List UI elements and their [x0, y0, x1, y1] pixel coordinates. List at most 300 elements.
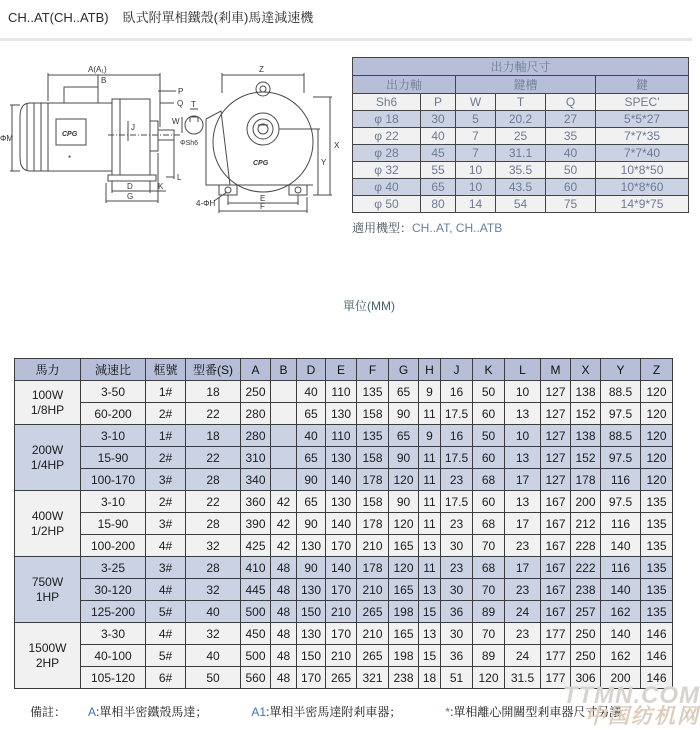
cell: 158	[357, 491, 389, 513]
cell: 40-100	[81, 645, 146, 667]
power-watts: 100W	[31, 387, 64, 402]
header-cell: 減速比	[81, 359, 146, 381]
cell: 360	[241, 491, 271, 513]
cell: 105-120	[81, 667, 146, 689]
cell: 10*8*60	[596, 179, 689, 196]
cell: 11	[419, 557, 441, 579]
cell: 250	[571, 645, 601, 667]
cell: 30	[441, 579, 473, 601]
cell: 11	[419, 447, 441, 469]
cell: 65	[297, 491, 326, 513]
applicable-models	[352, 219, 502, 236]
cell: 36	[441, 601, 473, 623]
cell: 3-10	[81, 491, 146, 513]
cpg-logo-side: CPG	[62, 131, 78, 138]
shaft-table-row	[353, 196, 689, 213]
cell: 140	[601, 579, 641, 601]
dim-label-y: Y	[321, 158, 327, 167]
cell: 167	[541, 601, 571, 623]
cell: 120	[389, 469, 419, 491]
dim-table-row	[15, 667, 673, 689]
cell: 40	[186, 601, 241, 623]
page-title	[8, 7, 313, 26]
watermark-line2: 中国纺机网	[585, 704, 700, 728]
cell: 306	[571, 667, 601, 689]
dim-table-row	[15, 601, 673, 623]
cell: 90	[297, 513, 326, 535]
header-cell: 出力軸	[353, 76, 456, 94]
cell: 10	[456, 162, 496, 179]
cell: 45	[421, 145, 456, 162]
cell: 31.1	[496, 145, 546, 162]
power-watts: 400W	[31, 508, 64, 523]
dim-label-w: W	[172, 117, 180, 126]
cell: 135	[641, 535, 673, 557]
cell: 17.5	[441, 403, 473, 425]
cell: 35	[546, 128, 596, 145]
cell: 90	[389, 491, 419, 513]
header-cell: W	[456, 94, 496, 111]
cell: 15-90	[81, 447, 146, 469]
header-cell: K	[473, 359, 505, 381]
cell	[271, 403, 297, 425]
cell: 17	[505, 557, 541, 579]
motor-drawing-svg	[0, 45, 350, 220]
cell: 3#	[146, 513, 186, 535]
divider-rule	[0, 38, 692, 41]
cell: 9	[419, 381, 441, 403]
cell: 222	[571, 557, 601, 579]
cell: 30-120	[81, 579, 146, 601]
applicable-models-value: CH..AT, CH..ATB	[412, 221, 503, 235]
cell: 14*9*75	[596, 196, 689, 213]
cell: 43.5	[496, 179, 546, 196]
dim-label-t: T	[191, 100, 196, 109]
cell: 5#	[146, 645, 186, 667]
cell: 32	[186, 535, 241, 557]
cell: 97.5	[601, 491, 641, 513]
power-hp: 1HP	[35, 589, 60, 604]
cell: 560	[241, 667, 271, 689]
cell: 40	[421, 128, 456, 145]
header-cell: X	[571, 359, 601, 381]
dim-label-d: D	[127, 182, 133, 191]
cell: 6#	[146, 667, 186, 689]
cell: 24	[505, 645, 541, 667]
cell: 310	[241, 447, 271, 469]
cell: 35.5	[496, 162, 546, 179]
cell: 3-30	[81, 623, 146, 645]
cell: 120	[641, 469, 673, 491]
cell: 17	[505, 469, 541, 491]
cell: 135	[641, 491, 673, 513]
cell: 167	[541, 579, 571, 601]
cell: 42	[271, 491, 297, 513]
gearbox-front-face	[213, 92, 313, 192]
cell: 120	[389, 557, 419, 579]
power-hp: 1/4HP	[30, 457, 65, 472]
cell	[271, 381, 297, 403]
motor-body	[48, 103, 112, 171]
cell: 65	[389, 381, 419, 403]
cell: 22	[186, 491, 241, 513]
cell: 11	[419, 469, 441, 491]
cell: 17.5	[441, 447, 473, 469]
cell: 170	[326, 623, 357, 645]
header-cell: F	[357, 359, 389, 381]
header-cell: B	[271, 359, 297, 381]
cell: 130	[326, 403, 357, 425]
cell: 65	[297, 447, 326, 469]
cell: 140	[326, 557, 357, 579]
cell: 70	[473, 623, 505, 645]
cell: 4#	[146, 623, 186, 645]
cell: 48	[271, 623, 297, 645]
cell: 42	[271, 513, 297, 535]
cell: 210	[357, 535, 389, 557]
cell: 90	[297, 557, 326, 579]
cell: 3#	[146, 469, 186, 491]
shaft-spec-label: ΦSh6	[180, 140, 199, 147]
cell: 5#	[146, 601, 186, 623]
cell: 120	[641, 381, 673, 403]
watermark-line1: TTMN.COM	[562, 681, 700, 709]
cell: 65	[421, 179, 456, 196]
dim-table-row	[15, 469, 673, 491]
dim-table-row	[15, 557, 673, 579]
cell: 116	[601, 469, 641, 491]
cell: 177	[541, 667, 571, 689]
cell: 3-25	[81, 557, 146, 579]
cell: 30	[421, 111, 456, 128]
cell: 97.5	[601, 403, 641, 425]
gusset-fin	[206, 111, 230, 185]
gearbox-side	[112, 99, 150, 175]
shaft-table-column-row	[353, 94, 689, 111]
cell: 18	[186, 425, 241, 447]
cell: 60-200	[81, 403, 146, 425]
cell: 135	[357, 425, 389, 447]
header-cell: M	[541, 359, 571, 381]
power-hp: 1/8HP	[30, 402, 65, 417]
cell: 23	[441, 557, 473, 579]
footnote	[30, 703, 665, 720]
cell: 170	[297, 667, 326, 689]
cell: 60	[473, 491, 505, 513]
cell: 177	[541, 645, 571, 667]
cell: 7*7*35	[596, 128, 689, 145]
cell: 60	[546, 179, 596, 196]
cell: 7	[456, 128, 496, 145]
dim-table-row	[15, 645, 673, 667]
cell: 16	[441, 425, 473, 447]
cell: 210	[357, 579, 389, 601]
cell: 28	[186, 513, 241, 535]
cell: 27	[546, 111, 596, 128]
cell: 135	[641, 557, 673, 579]
header-cell: G	[389, 359, 419, 381]
cell: 18	[186, 381, 241, 403]
page-title-text: 臥式附單相鐵殼(剎車)馬達減速機	[122, 10, 314, 25]
applicable-models-label: 適用機型：	[352, 221, 413, 235]
cell: 178	[357, 557, 389, 579]
dim-label-p: P	[178, 87, 184, 96]
cell: 40	[546, 145, 596, 162]
cell: 146	[641, 623, 673, 645]
cell: 42	[271, 535, 297, 557]
cell: 32	[186, 579, 241, 601]
dim-table-row	[15, 447, 673, 469]
cell: 90	[389, 403, 419, 425]
dim-label-f: F	[260, 202, 265, 211]
cell: 75	[546, 196, 596, 213]
cell: 165	[389, 535, 419, 557]
cell: 116	[601, 557, 641, 579]
model-code: CH..AT(CH..ATB)	[8, 10, 109, 25]
cell: 80	[421, 196, 456, 213]
cell: 135	[641, 513, 673, 535]
header-cell: T	[496, 94, 546, 111]
cell: 130	[326, 491, 357, 513]
cell: 14	[456, 196, 496, 213]
dim-table-row	[15, 623, 673, 645]
cell: 48	[271, 579, 297, 601]
cell: 162	[601, 645, 641, 667]
cell: 135	[357, 381, 389, 403]
cell: 28	[186, 557, 241, 579]
power-watts: 1500W	[28, 640, 67, 655]
cell: 22	[186, 447, 241, 469]
cell: 212	[571, 513, 601, 535]
cell: 65	[297, 403, 326, 425]
cell: 48	[271, 557, 297, 579]
dim-label-m: ΦM	[0, 134, 14, 143]
shaft-table-title-row	[353, 58, 689, 76]
cell: 280	[241, 403, 271, 425]
cell: 140	[326, 513, 357, 535]
cell: 162	[601, 601, 641, 623]
cell: 500	[241, 645, 271, 667]
mounting-foot-side	[108, 175, 156, 181]
cell: 60	[473, 403, 505, 425]
cell: 265	[357, 601, 389, 623]
cell: 40	[297, 425, 326, 447]
cell: 140	[326, 469, 357, 491]
cell: 13	[505, 491, 541, 513]
cell: 210	[326, 645, 357, 667]
cell: 120	[641, 425, 673, 447]
cell: 70	[473, 579, 505, 601]
cell: 130	[297, 623, 326, 645]
shaft-table-row	[353, 145, 689, 162]
cell: 152	[571, 447, 601, 469]
header-cell: 型番(S)	[186, 359, 241, 381]
cell: 9	[419, 425, 441, 447]
cell: 7*7*40	[596, 145, 689, 162]
cell: 89	[473, 645, 505, 667]
header-cell: Sh6	[353, 94, 421, 111]
cell: 68	[473, 557, 505, 579]
unit-note: 單位(MM)	[343, 299, 395, 313]
footnote-part-star: *:單相離心開關型剎車器尺寸另議	[445, 705, 622, 719]
cell: 2#	[146, 403, 186, 425]
cell: 54	[496, 196, 546, 213]
terminal-box	[64, 87, 98, 103]
cell: 120	[473, 667, 505, 689]
cell: 1#	[146, 425, 186, 447]
cell: 13	[419, 623, 441, 645]
shaft-table-row	[353, 162, 689, 179]
cell: 200	[601, 667, 641, 689]
cpg-logo-front: CPG	[253, 160, 269, 167]
cell: 138	[571, 381, 601, 403]
cell: 50	[546, 162, 596, 179]
cell: 158	[357, 403, 389, 425]
dim-label-q: Q	[177, 99, 184, 108]
cell: 116	[601, 513, 641, 535]
cell: 110	[326, 381, 357, 403]
motor-technical-drawing	[0, 45, 350, 225]
header-cell: A	[241, 359, 271, 381]
dim-table-row	[15, 381, 673, 403]
dim-label-x: X	[334, 141, 340, 150]
cell: 165	[389, 623, 419, 645]
cell: 110	[326, 425, 357, 447]
keyway-section	[185, 116, 203, 134]
footnote-label: 備註：	[30, 705, 67, 719]
cell: 158	[357, 447, 389, 469]
cell: 5*5*27	[596, 111, 689, 128]
cell: 250	[571, 623, 601, 645]
cell: 70	[473, 535, 505, 557]
power-cell	[15, 425, 81, 491]
cell: 450	[241, 623, 271, 645]
cell: 10*8*50	[596, 162, 689, 179]
shaft-table-row	[353, 128, 689, 145]
cell: 48	[271, 601, 297, 623]
cell: 11	[419, 513, 441, 535]
cell: 265	[357, 645, 389, 667]
cell: 17.5	[441, 491, 473, 513]
cell: 32	[186, 623, 241, 645]
output-shaft-table	[352, 57, 689, 213]
cell: 280	[241, 425, 271, 447]
cell: 120	[641, 447, 673, 469]
cell: 15	[419, 601, 441, 623]
header-cell: Z	[641, 359, 673, 381]
dim-table-row	[15, 403, 673, 425]
cell: 40	[186, 645, 241, 667]
cell: 24	[505, 601, 541, 623]
cell: 140	[601, 623, 641, 645]
dim-table-row	[15, 425, 673, 447]
cell: 15	[419, 645, 441, 667]
cell: 23	[505, 623, 541, 645]
cell: 135	[641, 601, 673, 623]
dimensions-table	[14, 358, 673, 689]
cell: 340	[241, 469, 271, 491]
cell: 10	[505, 425, 541, 447]
cell: 167	[541, 513, 571, 535]
cell: 31.5	[505, 667, 541, 689]
dim-label-b: B	[101, 76, 107, 85]
cell: 127	[541, 403, 571, 425]
cell: 3-50	[81, 381, 146, 403]
power-cell	[15, 557, 81, 623]
cell: 178	[571, 469, 601, 491]
cell: 127	[541, 469, 571, 491]
cell: 127	[541, 425, 571, 447]
cell: 2#	[146, 447, 186, 469]
cell: 23	[505, 579, 541, 601]
footnote-part-a: A:單相半密鐵殼馬達；	[88, 705, 208, 719]
dim-table-header-row	[15, 359, 673, 381]
eyebolt	[256, 82, 270, 96]
cell: 88.5	[601, 381, 641, 403]
cell: 177	[541, 623, 571, 645]
cell: φ 18	[353, 111, 421, 128]
cell: 150	[297, 601, 326, 623]
dim-label-j: J	[131, 123, 135, 132]
shaft-table-row	[353, 111, 689, 128]
cell: 89	[473, 601, 505, 623]
cell: 10	[456, 179, 496, 196]
cell: 40	[297, 381, 326, 403]
cell: 50	[473, 381, 505, 403]
dim-label-e: E	[260, 194, 266, 203]
cell: 50	[473, 425, 505, 447]
header-cell: 鍵槽	[456, 76, 596, 94]
dim-label-a: A(A₁)	[88, 65, 107, 74]
cell: 23	[505, 535, 541, 557]
header-cell: 框號	[146, 359, 186, 381]
cell: 210	[357, 623, 389, 645]
cell: φ 40	[353, 179, 421, 196]
motor-star-mark: *	[68, 154, 72, 163]
header-cell: 馬力	[15, 359, 81, 381]
cell: 11	[419, 491, 441, 513]
cell: 445	[241, 579, 271, 601]
dim-table-row	[15, 513, 673, 535]
cell: 130	[326, 447, 357, 469]
cell	[271, 425, 297, 447]
output-shaft-section	[352, 57, 688, 213]
cell: 25	[496, 128, 546, 145]
cell: 13	[505, 447, 541, 469]
header-cell: SPEC'	[596, 94, 689, 111]
cell: 165	[389, 579, 419, 601]
cell: 167	[541, 535, 571, 557]
cell: 5	[456, 111, 496, 128]
cell: 68	[473, 513, 505, 535]
header-cell: D	[297, 359, 326, 381]
dim-table-row	[15, 579, 673, 601]
cell: 28	[186, 469, 241, 491]
header-cell: Y	[601, 359, 641, 381]
cell	[271, 447, 297, 469]
cell: 127	[541, 447, 571, 469]
cell: 425	[241, 535, 271, 557]
shaft-table-title: 出力軸尺寸	[353, 58, 689, 76]
cell: 210	[326, 601, 357, 623]
cell: 16	[441, 381, 473, 403]
cell: 500	[241, 601, 271, 623]
cell: 65	[389, 425, 419, 447]
cell: 18	[419, 667, 441, 689]
cell: 170	[326, 579, 357, 601]
header-cell: P	[421, 94, 456, 111]
cell: 15-90	[81, 513, 146, 535]
